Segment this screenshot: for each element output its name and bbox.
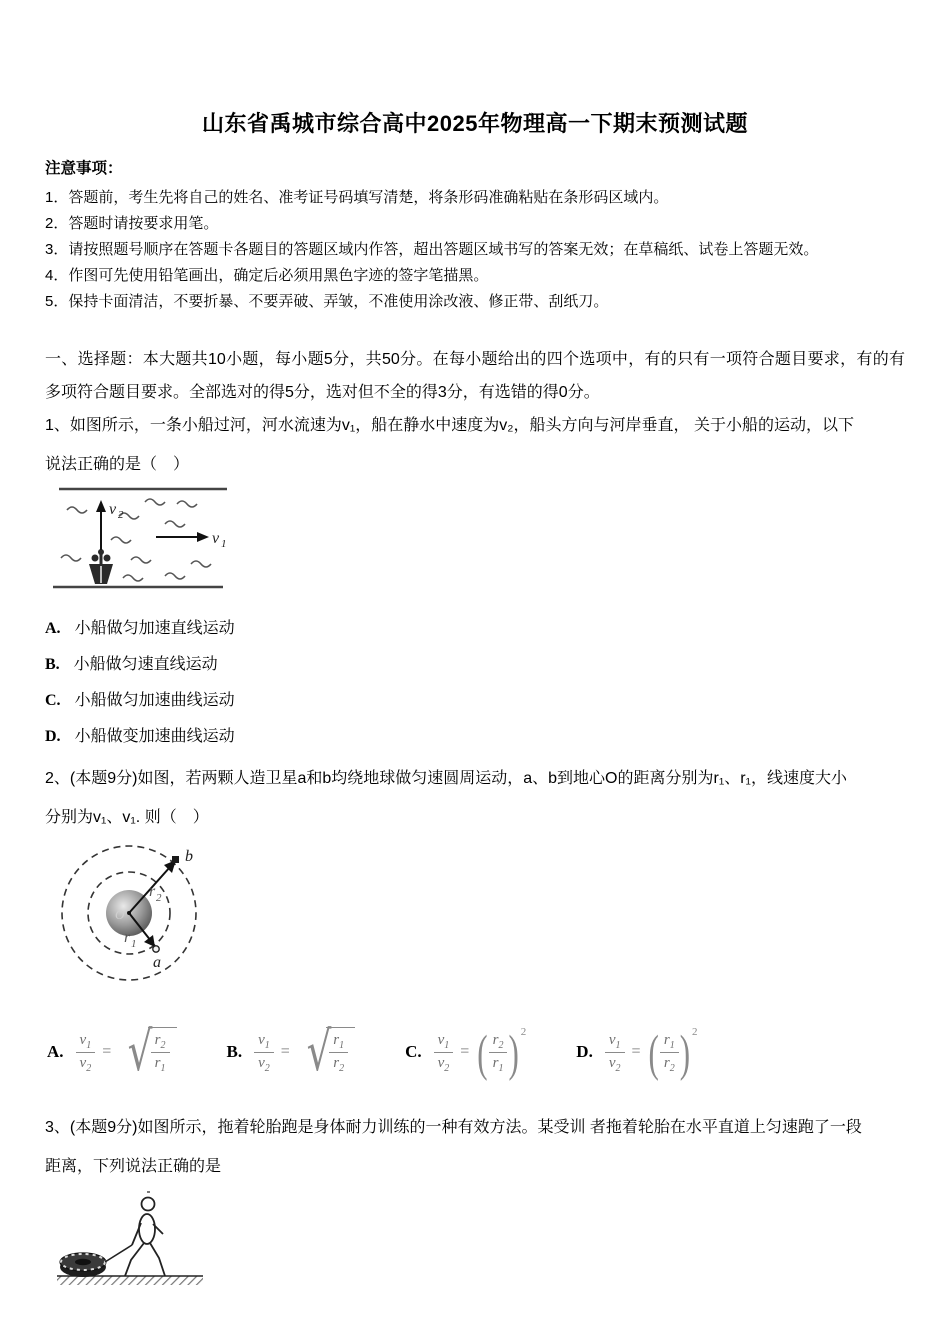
v2-arrow — [96, 500, 106, 550]
option-label: C. — [405, 1042, 422, 1061]
option-label: A. — [45, 620, 61, 637]
rhs-fraction: $\frac{r_1}{r_2}$ — [660, 1032, 679, 1072]
v1-sub: 1 — [221, 538, 227, 550]
option-label: B. — [226, 1042, 243, 1061]
q1-options — [45, 618, 905, 748]
option-label: D. — [45, 728, 61, 745]
option-text: 小船做变加速曲线运动 — [74, 728, 235, 745]
equals-sign: = — [460, 1043, 470, 1060]
option-label: C. — [45, 692, 61, 709]
point-a-label: a — [153, 954, 161, 971]
section1-heading: 一、选择题：本大题共10小题，每小题5分，共50分。在每小题给出的四个选项中，有的只有一项符合题目要求，有的有多项符合题目要求。全部选对的得5分，选对但不全的得3分，有选错的得0分。 — [45, 351, 905, 401]
question1-stem-cont: 说法正确的是（ ） — [45, 456, 190, 473]
q1-option-c — [45, 690, 905, 712]
q1-option-a — [45, 618, 905, 640]
equals-sign: = — [102, 1043, 112, 1060]
squared-expression — [476, 1023, 527, 1081]
q2-option-c — [405, 1023, 527, 1081]
question3-stem-cont: 距离，下列说法正确的是 — [45, 1158, 222, 1175]
lhs-fraction: $\frac{v_1}{v_2}$ — [605, 1032, 625, 1072]
lhs-fraction: $\frac{v_1}{v_2}$ — [254, 1032, 274, 1072]
q2-options — [47, 1020, 905, 1083]
option-text: 小船做匀加速直线运动 — [74, 620, 235, 637]
question3-stem: 3、(本题9分)如图所示，拖着轮胎跑是身体耐力训练的一种有效方法。某受训 者拖着轮胎在水平直道上匀速跑了一段 — [45, 1119, 862, 1136]
radical-sign: √ — [127, 1020, 153, 1083]
option-label: A. — [47, 1042, 64, 1061]
v2-label: v — [109, 501, 117, 518]
formula-a — [76, 1020, 177, 1083]
option-label: B. — [45, 656, 60, 673]
point-b-label: b — [185, 848, 193, 865]
exponent: 2 — [692, 1026, 698, 1039]
sqrt-expression — [297, 1020, 355, 1083]
v1-label: v — [212, 530, 220, 547]
left-paren: ( — [648, 1023, 659, 1081]
runner-icon — [125, 1192, 165, 1276]
r1-label: r — [124, 929, 131, 946]
q1-option-d — [45, 726, 905, 748]
right-paren: ) — [508, 1023, 519, 1081]
v2-sub: 2 — [118, 509, 124, 521]
question2-stem-cont: 分别为v₁、v₁. 则（ ） — [45, 809, 209, 826]
rope — [105, 1245, 132, 1262]
q3-tire-pull-figure — [55, 1188, 205, 1293]
boat-icon — [89, 549, 113, 584]
note-item-4: 4．作图可先使用铅笔画出，确定后必须用黑色字迹的签字笔描黑。 — [45, 267, 489, 284]
option-text: 小船做匀加速曲线运动 — [74, 692, 235, 709]
question2-stem: 2、(本题9分)如图，若两颗人造卫星a和b均绕地球做匀速圆周运动，a、b到地心O的距离分别为r₁、r₁，线速度大小 — [45, 770, 847, 787]
note-item-5: 5．保持卡面清洁，不要折暴、不要弄破、弄皱，不准使用涂改液、修正带、刮纸刀。 — [45, 293, 609, 310]
equals-sign: = — [280, 1043, 290, 1060]
wave-marks — [61, 499, 211, 581]
equals-sign: = — [631, 1043, 641, 1060]
page-title: 山东省禹城市综合高中2025年物理高一下期末预测试题 — [202, 111, 748, 136]
sqrt-expression — [118, 1020, 176, 1083]
q1-option-b — [45, 654, 905, 676]
question1-stem: 1、如图所示，一条小船过河，河水流速为v₁，船在静水中速度为v₂，船头方向与河岸垂直， 关于小船的运动，以下 — [45, 417, 854, 434]
r2-label: r — [149, 883, 156, 900]
q2-option-a — [47, 1020, 177, 1083]
lhs-fraction: $\frac{v_1}{v_2}$ — [76, 1032, 96, 1072]
radical-sign: √ — [306, 1020, 332, 1083]
option-text: 小船做匀速直线运动 — [73, 656, 218, 673]
option-label: D. — [576, 1042, 593, 1061]
squared-expression — [648, 1023, 698, 1081]
ground — [57, 1276, 203, 1285]
formula-c — [434, 1023, 527, 1081]
note-item-1: 1．答题前，考生先将自己的姓名、准考证号码填写清楚，将条形码准确粘贴在条形码区域内。 — [45, 189, 669, 206]
tire-icon — [60, 1253, 106, 1277]
q2-orbit-figure — [49, 839, 217, 997]
formula-d — [605, 1023, 698, 1081]
left-paren: ( — [477, 1023, 488, 1081]
r1-sub: 1 — [131, 938, 137, 950]
formula-b — [254, 1020, 355, 1083]
rhs-fraction: $\frac{r_2}{r_1}$ — [489, 1032, 508, 1072]
note-item-2: 2．答题时请按要求用笔。 — [45, 215, 219, 232]
lhs-fraction: $\frac{v_1}{v_2}$ — [434, 1032, 454, 1072]
r2-sub: 2 — [156, 892, 162, 904]
v1-arrow — [156, 532, 209, 542]
q2-option-b — [226, 1020, 356, 1083]
notes-heading: 注意事项： — [45, 160, 123, 177]
exponent: 2 — [520, 1026, 527, 1039]
note-item-3: 3．请按照题号顺序在答题卡各题目的答题区域内作答，超出答题区域书写的答案无效；在草稿纸、试卷上答题无效。 — [45, 241, 819, 258]
q1-river-boat-figure — [53, 484, 233, 594]
earth-center-label: O — [115, 907, 125, 922]
rhs-fraction: $\frac{r_1}{r_2}$ — [329, 1032, 348, 1072]
rhs-fraction: $\frac{r_2}{r_1}$ — [151, 1032, 170, 1072]
q2-option-d — [576, 1023, 698, 1081]
right-paren: ) — [679, 1023, 691, 1081]
